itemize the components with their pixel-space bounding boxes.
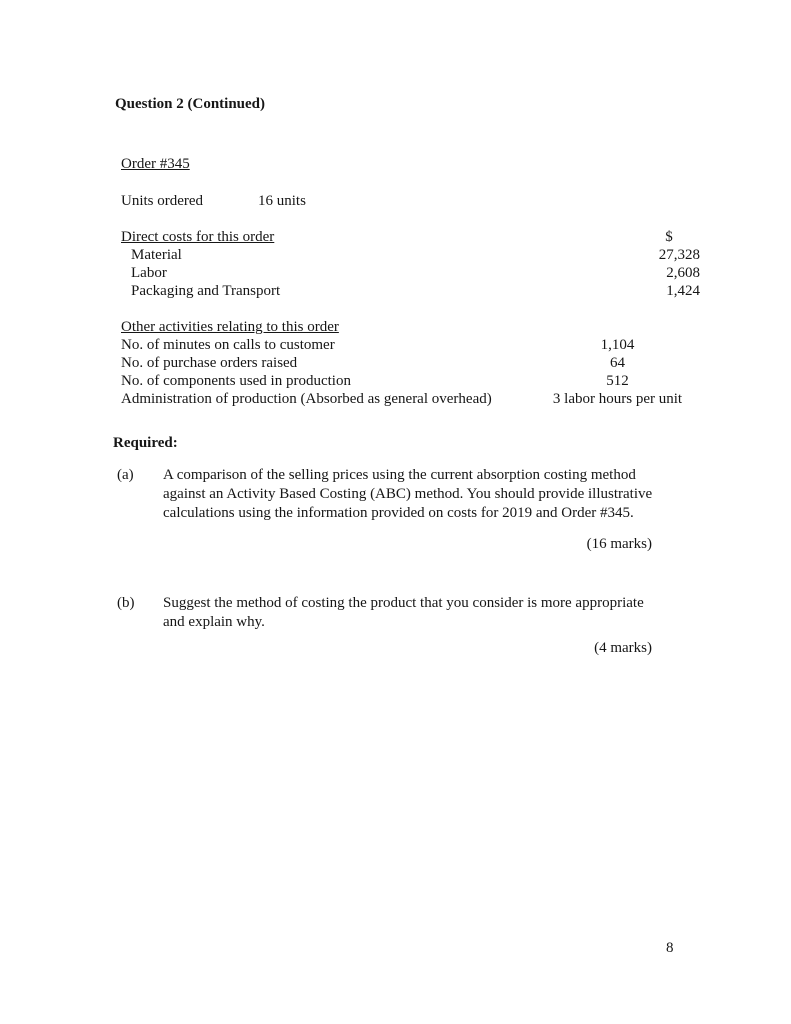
table-row [121,336,700,354]
units-ordered-row [121,192,700,210]
other-activities-heading: Other activities relating to this order [121,319,339,335]
cost-value: 1,424 [666,283,700,299]
page-number: 8 [666,940,674,956]
order-heading-text: Order #345 [121,156,190,172]
activity-value: 3 labor hours per unit [552,391,683,407]
units-ordered-label: Units ordered [121,193,204,209]
cost-value: 27,328 [658,247,700,263]
currency-column-header: $ [665,229,673,245]
requirement-item-a [117,466,700,523]
table-row [121,264,700,282]
activity-label: No. of minutes on calls to customer [121,337,335,353]
cost-label: Packaging and Transport [131,283,281,299]
direct-costs-header-row [121,228,700,246]
requirement-text: A comparison of the selling prices using the current absorption costing method against an Activity Based Costing (ABC) method. You should provide illustrative calculations using the information provided on costs for 2019 and Order #345. [163,467,653,521]
table-row [121,246,700,264]
table-row [121,354,700,372]
marks-a: (16 marks) [586,536,652,552]
order-heading [121,155,700,173]
activity-label: No. of components used in production [121,373,351,389]
cost-value: 2,608 [666,265,700,281]
required-heading: Required: [113,435,178,451]
activity-value: 64 [610,355,625,371]
requirement-label: (a) [117,467,134,483]
activity-value: 512 [606,373,629,389]
activity-label: Administration of production (Absorbed as general overhead) [121,391,492,407]
direct-costs-heading: Direct costs for this order [121,229,275,245]
table-row [121,390,700,408]
cost-label: Material [131,247,182,263]
page-content [115,95,700,658]
requirement-item-b [117,594,700,632]
cost-label: Labor [131,265,167,281]
requirement-label: (b) [117,595,135,611]
table-row [121,372,700,390]
units-ordered-value: 16 units [258,193,306,209]
activity-value: 1,104 [600,337,635,353]
requirement-text: Suggest the method of costing the product that you consider is more appropriate and explain why. [163,595,644,630]
table-row [121,282,700,300]
direct-costs-section [121,228,700,300]
marks-b: (4 marks) [594,640,652,656]
question-title: Question 2 (Continued) [115,96,266,112]
activity-label: No. of purchase orders raised [121,355,298,371]
other-activities-section [121,318,700,408]
